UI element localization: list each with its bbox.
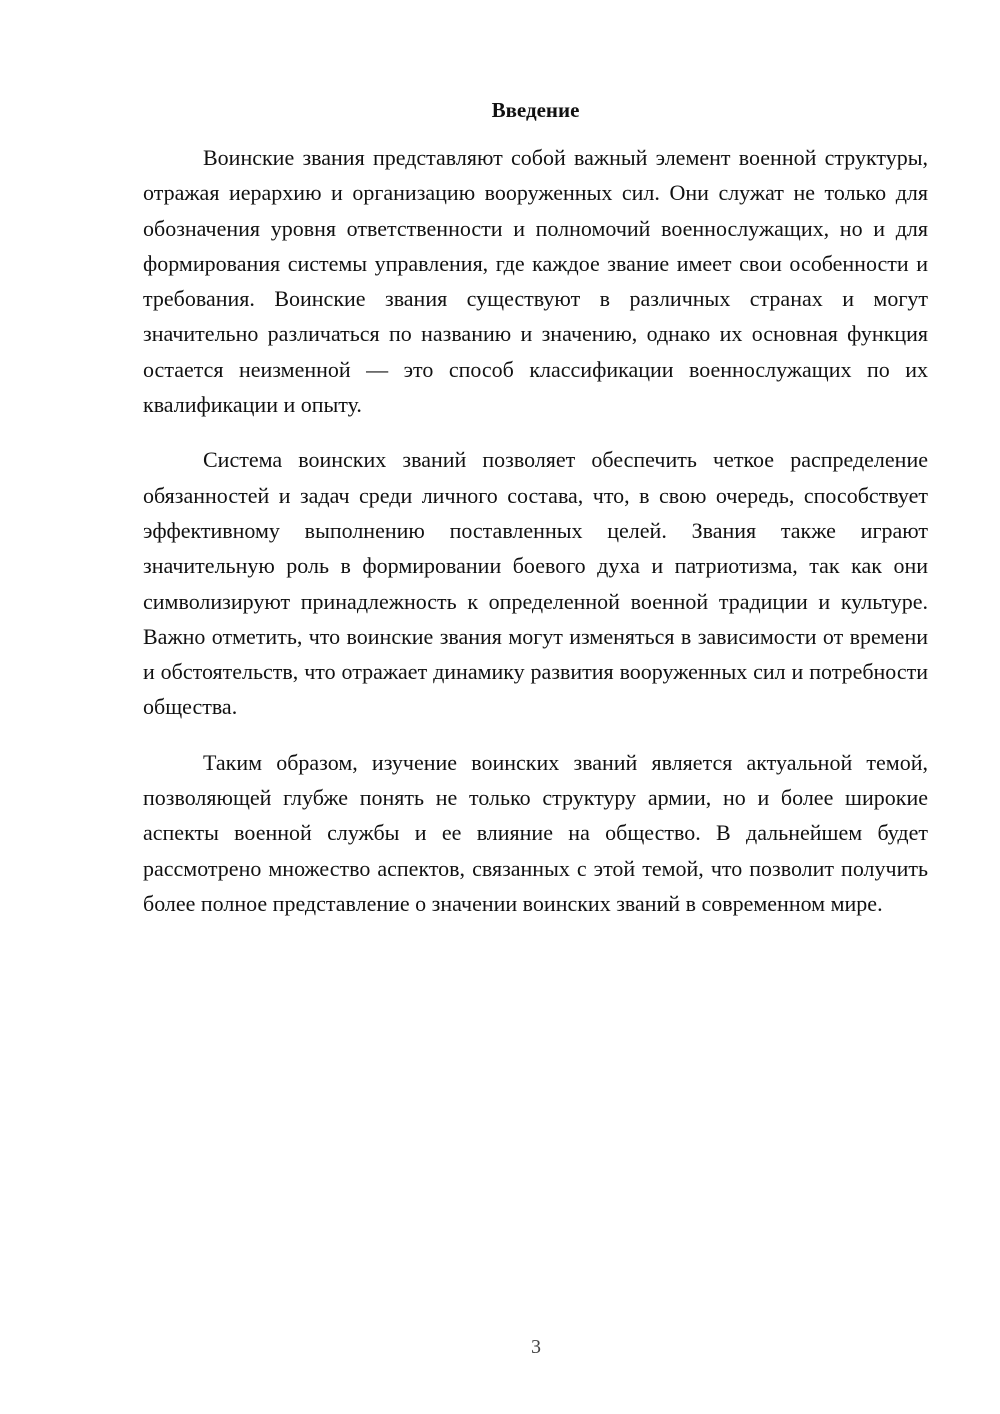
section-heading: Введение bbox=[491, 98, 580, 122]
page-number: 3 bbox=[531, 1336, 541, 1358]
paragraph-3: Таким образом, изучение воинских званий является актуальной темой, позволяющей глубже понять не только структуру армии, но и более широкие аспекты военной службы и ее влияние на общество. В дальнейшем будет рассмотрено множество аспектов, связанных с этой темой, что позволит получить более полное представление о значении воинских званий в современном мире. bbox=[143, 749, 928, 916]
paragraph-1: Воинские звания представляют собой важный элемент военной структуры, отражая иерархию и организацию вооруженных сил. Они служат не только для обозначения уровня ответственности и полномочий военнослужащих, но и для формирования системы управления, где каждое звание имеет свои особенности и требования. Воинские звания существуют в различных странах и могут значительно различаться по названию и значению, однако их основная функция остается неизменной — это способ классификации военнослужащих по их квалификации и опыту. bbox=[143, 145, 928, 418]
page-content bbox=[143, 94, 928, 941]
paragraph-2: Система воинских званий позволяет обеспечить четкое распределение обязанностей и задач среди личного состава, что, в свою очередь, способствует эффективному выполнению поставленных целей. Звания также играют значительную роль в формировании боевого духа и патриотизма, так как они символизируют принадлежность к определенной военной традиции и культуре. Важно отметить, что воинские звания могут изменяться в зависимости от времени и обстоятельств, что отражает динамику развития вооруженных сил и потребности общества. bbox=[143, 447, 928, 720]
